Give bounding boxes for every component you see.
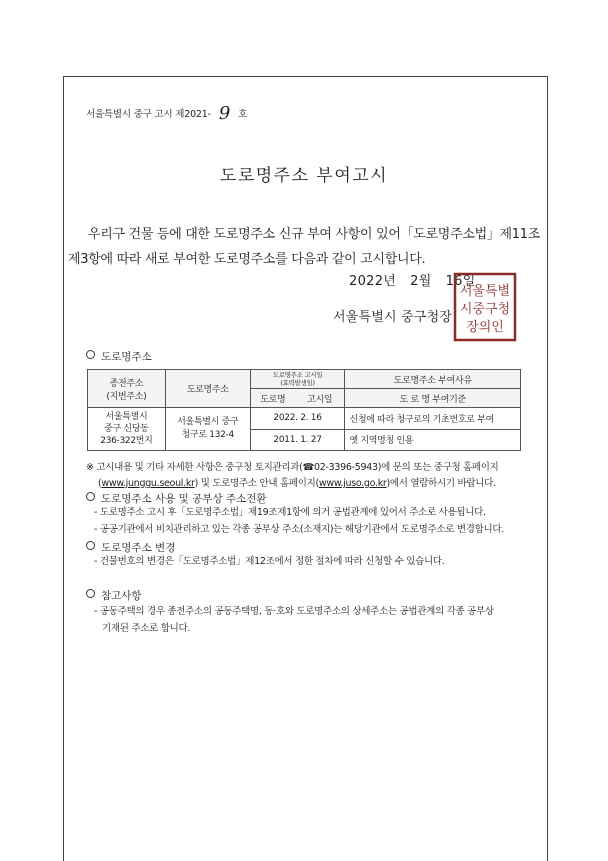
conversion-item-1: - 도로명주소 고시 후「도로명주소법」제19조제1항에 의거 공법관계에 있어서 주소로 사용됩니다. bbox=[94, 507, 486, 518]
section-reference-heading: 참고사항 bbox=[86, 588, 142, 603]
junggu-homepage-link[interactable]: www.junggu.seoul.kr bbox=[101, 478, 195, 489]
reference-item-2: 기재된 주소로 합니다. bbox=[102, 623, 191, 634]
basis-cell: 옛 지역명칭 인용 bbox=[345, 429, 521, 451]
circle-bullet-icon bbox=[86, 541, 95, 550]
table-row bbox=[88, 408, 521, 430]
change-item-1: - 건물번호의 변경은「도로명주소법」제12조에서 정한 절차에 따라 신청할 수 있습니다. bbox=[94, 556, 445, 567]
col-basis-header: 도 로 명 부여기준 bbox=[345, 389, 521, 408]
notice-date-cell: 2022. 2. 16 bbox=[250, 408, 345, 430]
notice-suffix: 호 bbox=[238, 109, 248, 120]
circle-bullet-icon bbox=[86, 350, 95, 359]
section-address-conversion-heading: 도로명주소 사용 및 공부상 주소전환 bbox=[86, 491, 267, 506]
note-line-1: ※ 고시내용 및 기타 자세한 사항은 중구청 토지관리과(☎02-3396-5943)에 문의 또는 중구청 홈페이지 bbox=[86, 462, 499, 473]
notice-number-line bbox=[86, 101, 247, 122]
circle-bullet-icon bbox=[86, 492, 95, 501]
note-line-2: (www.junggu.seoul.kr) 및 도로명주소 안내 홈페이지(www.juso.go.kr)에서 열람하시기 바랍니다. bbox=[98, 478, 496, 489]
date-year: 2022년 bbox=[349, 274, 397, 289]
circle-bullet-icon bbox=[86, 589, 95, 598]
new-address-cell: 서울특별시 중구 청구로 132-4 bbox=[165, 408, 250, 451]
notice-body bbox=[68, 222, 548, 272]
conversion-item-2: - 공공기관에서 비치관리하고 있는 각종 공부상 주소(소재지)는 해당기관에서 도로명주소로 변경합니다. bbox=[94, 524, 504, 535]
old-address-cell: 서울특별시 중구 신당동 236-322번지 bbox=[88, 408, 166, 451]
col-notice-date-header: 도로명주소 고시일 (효력발생일) bbox=[250, 370, 345, 389]
road-address-table bbox=[87, 369, 521, 451]
seal-line-1: 서울특별 bbox=[459, 284, 511, 299]
inquiry-note bbox=[86, 460, 536, 492]
section-address-change-heading: 도로명주소 변경 bbox=[86, 540, 175, 555]
col-reason-header: 도로명주소 부여사유 bbox=[345, 370, 521, 389]
col-road-header: 도로명 bbox=[250, 389, 295, 408]
notice-prefix: 서울특별시 중구 고시 제2021- bbox=[86, 109, 211, 120]
notice-number: 9 bbox=[218, 103, 231, 124]
seal-line-2: 시중구청 bbox=[459, 302, 511, 317]
section-road-address-heading: 도로명주소 bbox=[86, 349, 152, 364]
official-seal-icon bbox=[452, 271, 518, 343]
reference-item-1: - 공동주택의 경우 종전주소의 공동주택명, 동·호와 도로명주소의 상세주소는 공법관계의 각종 공부상 bbox=[94, 606, 494, 617]
road-date-cell: 2011. 1. 27 bbox=[250, 429, 345, 451]
col-old-address-header: 종전주소 (지번주소) bbox=[88, 370, 166, 408]
date-day: 16일 bbox=[445, 274, 476, 289]
issuer-name: 서울특별시 중구청장 bbox=[333, 310, 453, 325]
body-line-2: 제3항에 따라 새로 부여한 도로명주소를 다음과 같이 고시합니다. bbox=[68, 252, 426, 267]
col-date-header: 고시일 bbox=[295, 389, 345, 408]
date-month: 2월 bbox=[410, 274, 432, 289]
body-line-1: 우리구 건물 등에 대한 도로명주소 신규 부여 사항이 있어「도로명주소법」제11조 bbox=[88, 227, 540, 242]
reason-cell: 신청에 따라 청구로의 기초번호로 부여 bbox=[345, 408, 521, 430]
document-title: 도로명주소 부여고시 bbox=[219, 166, 389, 186]
col-road-address-header: 도로명주소 bbox=[165, 370, 250, 408]
seal-line-3: 장의인 bbox=[466, 320, 504, 335]
juso-homepage-link[interactable]: www.juso.go.kr bbox=[318, 478, 387, 489]
